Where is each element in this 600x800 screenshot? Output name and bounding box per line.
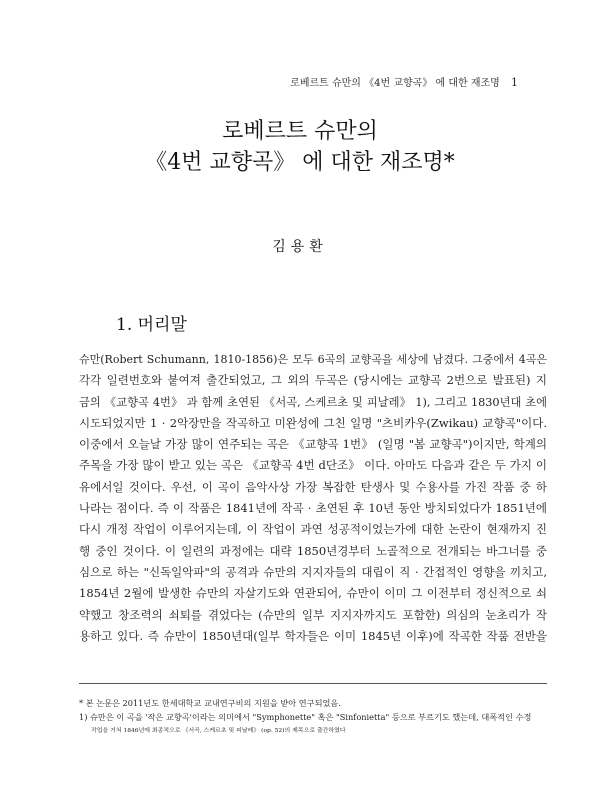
footnote-star: * 본 논문은 2011년도 한세대학교 교내연구비의 지원을 받아 연구되었음.: [79, 698, 341, 708]
section-heading: 1. 머리말: [116, 315, 187, 335]
body-line: 시도되었지만 1 · 2악장만을 작곡하고 미완성에 그친 일명 "츠비카우(Zwikau) 교향곡"이다.: [79, 415, 547, 430]
body-line: 1854년 2월에 발생한 슈만의 자살기도와 연관되어, 슈만이 이미 그 이전부터 정신적으로 쇠: [79, 586, 547, 601]
body-line: 심으로 하는 "신독일악파"의 공격과 슈만의 지지자들의 대립이 직 · 간접적인 영향을 끼치고,: [79, 564, 547, 579]
body-line: 각각 일련번호와 붙여져 출간되었고, 그 외의 두곡은 (당시에는 교향곡 2번으로 발표된) 지: [79, 373, 547, 388]
article-title: [0, 116, 600, 178]
body-line: 유에서일 것이다. 우선, 이 곡이 음악사상 가장 복잡한 탄생사 및 수용사를 가진 작품 중 하: [79, 479, 547, 494]
body-line: 행 중인 것이다. 이 일련의 과정에는 대략 1850년경부터 노골적으로 전개되는 바그너를 중: [79, 543, 547, 558]
body-text: [79, 349, 547, 647]
author-name: 김용환: [272, 239, 328, 255]
title-line-2: 《4번 교향곡》 에 대한 재조명*: [145, 150, 455, 175]
body-line: 다시 개정 작업이 이루어지는데, 이 작업이 과연 성공적이었는가에 대한 논란이 현재까지 진: [79, 522, 547, 537]
footnotes: [79, 697, 559, 738]
running-head: [290, 74, 518, 89]
body-line: 나라는 점이다. 즉 이 작품은 1841년에 작곡 · 초연된 후 10년 동안 방치되었다가 1851년에: [79, 501, 547, 516]
title-line-1: 로베르트 슈만의: [222, 119, 378, 144]
footnote-divider: [79, 683, 547, 684]
footnote-1: 1) 슈만은 이 곡을 '작은 교향곡'이라는 의미에서 "Symphonette" 혹은 "Sinfonietta" 등으로 부르기도 했는데, 대폭적인 수정: [79, 711, 532, 722]
footnote-1-continued: 작업을 거쳐 1846년에 최종적으로 《서곡, 스케르초 및 피날레》 (op. 52)의 제목으로 출간하였다: [91, 727, 346, 734]
page-number: 1: [511, 76, 518, 89]
running-head-title: 로베르트 슈만의 《4번 교향곡》 에 대한 재조명: [290, 78, 500, 89]
body-line: 용하고 있다. 즉 슈만이 1850년대(일부 학자들은 이미 1845년 이후)에 작곡한 작품 전반을: [79, 628, 547, 643]
body-line: 슈만(Robert Schumann, 1810-1856)은 모두 6곡의 교향곡을 세상에 남겼다. 그중에서 4곡은: [79, 353, 547, 366]
body-line: 이중에서 오늘날 가장 많이 연주되는 곡은 《교향곡 1번》 (일명 "봄 교향곡")이지만, 학계의: [79, 437, 547, 452]
body-line: 금의 《교향곡 4번》 과 함께 초연된 《서곡, 스케르초 및 피날레》 1), 그리고 1830년대 초에: [79, 395, 547, 409]
body-line: 약했고 창조력의 쇠퇴를 겪었다는 (슈만의 일부 지지자까지도 포함한) 의심의 눈초리가 작: [79, 607, 547, 622]
body-line: 주목을 가장 많이 받고 있는 곡은 《교향곡 4번 d단조》 이다. 아마도 다음과 같은 두 가지 이: [79, 458, 547, 473]
